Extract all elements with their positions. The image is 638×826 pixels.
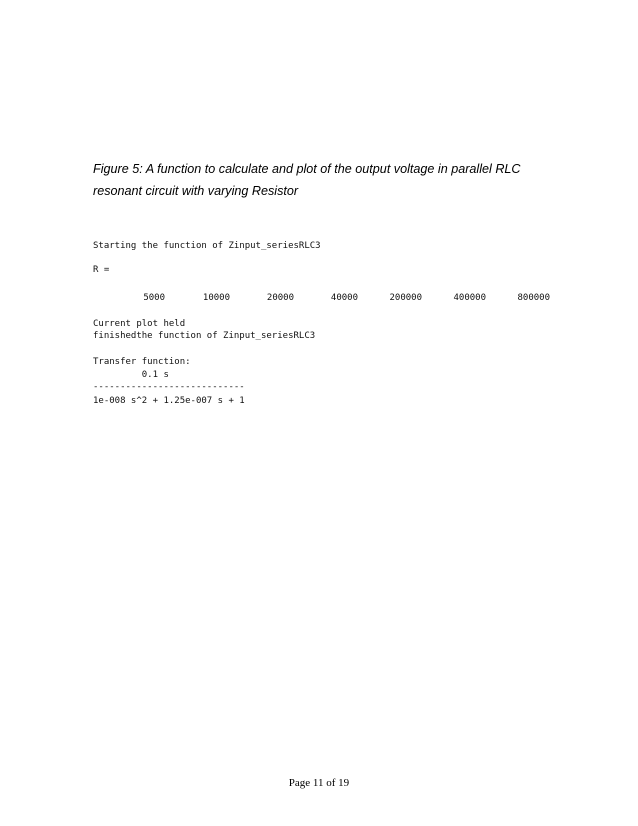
console-tf-divider: ---------------------------- [93, 382, 245, 392]
figure-caption-line-2: resonant circuit with varying Resistor [93, 184, 299, 198]
console-r-label: R = [93, 265, 110, 275]
figure-caption [93, 158, 563, 202]
console-transfer-function-label: Transfer function: [93, 357, 191, 367]
r-value: 400000 [453, 293, 486, 303]
console-plot-held: Current plot held [93, 319, 186, 329]
r-value: 10000 [202, 293, 230, 303]
console-tf-numerator: 0.1 s [93, 370, 169, 380]
console-start-message: Starting the function of Zinput_seriesRLC3 [93, 241, 321, 251]
r-value: 800000 [517, 293, 550, 303]
r-value: 40000 [330, 293, 358, 303]
r-value: 200000 [389, 293, 422, 303]
page-number: Page 11 of 19 [288, 777, 350, 789]
r-value: 5000 [143, 293, 165, 303]
figure-caption-line-1: Figure 5: A function to calculate and plot of the output voltage in parallel RLC [93, 162, 521, 176]
console-tf-denominator: 1e-008 s^2 + 1.25e-007 s + 1 [93, 396, 245, 406]
console-r-values [93, 292, 548, 304]
r-value: 20000 [266, 293, 294, 303]
console-finished-message: finishedthe function of Zinput_seriesRLC3 [93, 331, 316, 341]
